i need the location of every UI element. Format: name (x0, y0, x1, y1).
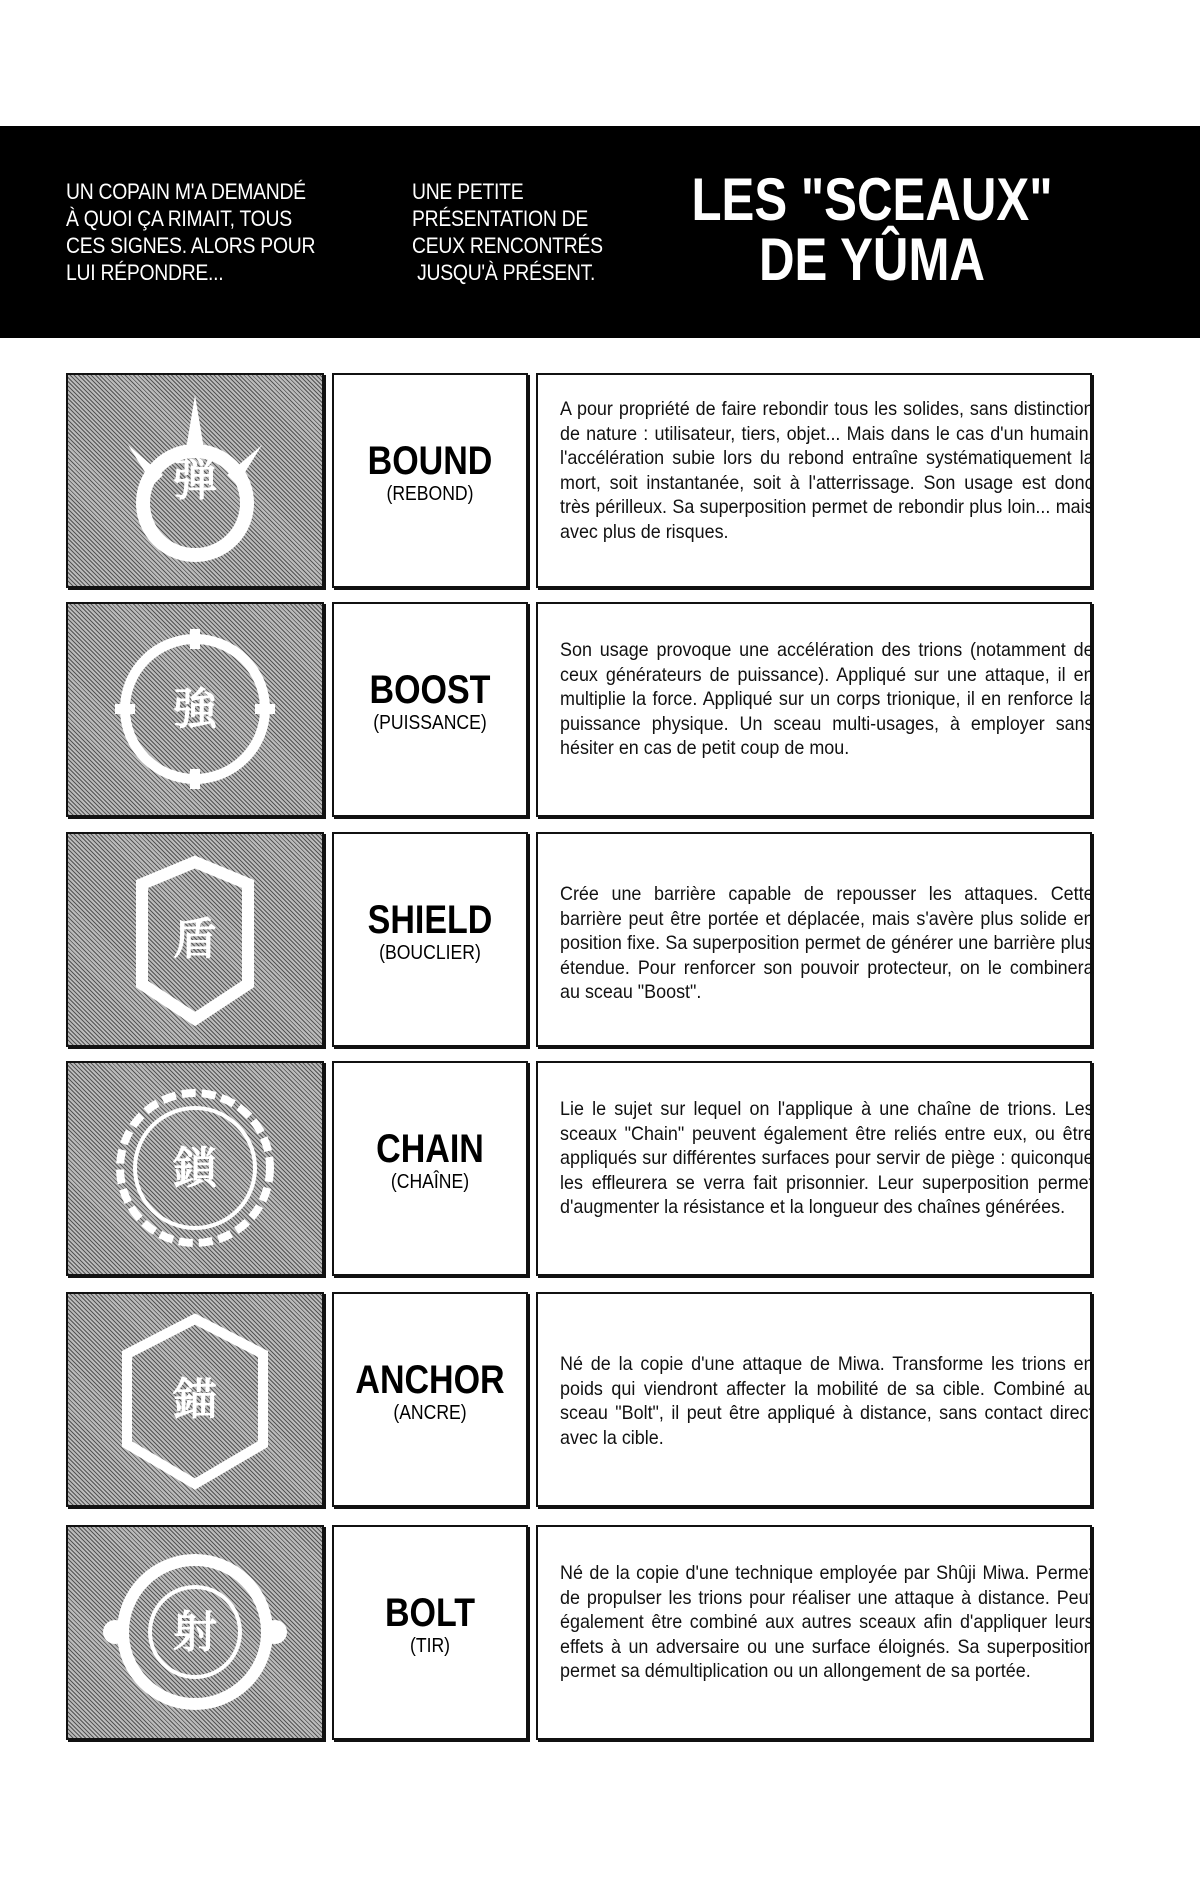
seal-translation: (BOUCLIER) (379, 942, 481, 964)
intro-line: CES SIGNES. ALORS POUR (66, 233, 316, 258)
seal-description-cell (536, 832, 1092, 1047)
seal-description: Son usage provoque une accélération des trions (notamment de ceux générateurs de puissance). Appliqué sur une attaque, il en multiplie la force. Appliqué sur un corps trionique, il en renforce la puissance physique. Un sceau multi-usages, à employer sans hésiter en cas de petit coup de mou. (560, 639, 1094, 760)
seal-kanji: 弾 (173, 455, 217, 506)
shield-seal-icon (66, 832, 324, 1047)
seal-name-cell (332, 373, 528, 588)
intro-line: UNE PETITE (412, 179, 524, 204)
intro-line: JUSQU'À PRÉSENT. (412, 260, 596, 285)
seal-description: Né de la copie d'une attaque de Miwa. Transforme les trions en poids qui viendront affecter la mobilité de sa cible. Combiné au sceau "Bolt", il peut être appliqué à distance, sans contact direct avec la cible. (560, 1353, 1094, 1449)
intro-left (66, 178, 330, 286)
intro-line: PRÉSENTATION DE (412, 206, 589, 231)
title-line: DE YÛMA (758, 226, 985, 293)
bound-seal-icon (66, 373, 324, 588)
seal-name: CHAIN (376, 1127, 484, 1171)
seal-row-bound (66, 373, 1092, 588)
seal-translation: (TIR) (409, 1635, 451, 1657)
seal-description: Crée une barrière capable de repousser les attaques. Cette barrière peut être portée et déplacée, mais s'avère plus solide en position fixe. Sa superposition permet de générer une barrière plus étendue. Pour renforcer son pouvoir protecteur, on le combinera au sceau "Boost". (560, 883, 1094, 1004)
seal-row-anchor (66, 1292, 1092, 1507)
chain-seal-icon (66, 1061, 324, 1276)
seal-description-cell (536, 1525, 1092, 1740)
seal-kanji: 鎖 (173, 1143, 217, 1194)
boost-seal-icon (66, 602, 324, 817)
intro-line: LUI RÉPONDRE... (66, 260, 224, 285)
intro-line: À QUOI ÇA RIMAIT, TOUS (66, 206, 292, 231)
seal-kanji: 強 (173, 684, 217, 735)
seal-description-cell (536, 1061, 1092, 1276)
seal-description: Né de la copie d'une technique employée par Shûji Miwa. Permet de propulser les trions pour réaliser une attaque à distance. Peut également être combiné aux autres sceaux afin d'appliquer leurs effets à un adversaire ou une surface éloignés. Sa superposition permet sa démultiplication ou un allongement de sa portée. (560, 1562, 1094, 1683)
seal-row-bolt (66, 1525, 1092, 1740)
page-title (690, 166, 1054, 293)
seal-name-cell (332, 1525, 528, 1740)
seal-name-cell (332, 832, 528, 1047)
seal-name: ANCHOR (355, 1358, 505, 1402)
seal-name: BOOST (369, 668, 491, 712)
seal-row-shield (66, 832, 1092, 1047)
seal-name: BOLT (384, 1591, 476, 1635)
seal-kanji: 盾 (173, 914, 217, 965)
seal-name-cell (332, 1292, 528, 1507)
title-line: LES "SCEAUX" (691, 166, 1053, 233)
seal-translation: (REBOND) (386, 483, 474, 505)
seal-row-chain (66, 1061, 1092, 1276)
intro-line: UN COPAIN M'A DEMANDÉ (66, 179, 306, 204)
intro-right (412, 178, 623, 286)
bolt-seal-icon (66, 1525, 324, 1740)
seal-description-cell (536, 373, 1092, 588)
seal-row-boost (66, 602, 1092, 817)
seal-translation: (PUISSANCE) (373, 712, 487, 734)
seal-kanji: 錨 (173, 1374, 217, 1425)
seal-translation: (CHAÎNE) (390, 1171, 470, 1193)
intro-line: CEUX RENCONTRÉS (412, 233, 603, 258)
seal-name: BOUND (367, 439, 493, 483)
seal-description-cell (536, 1292, 1092, 1507)
seal-description-cell (536, 602, 1092, 817)
anchor-seal-icon (66, 1292, 324, 1507)
header-band (0, 126, 1200, 338)
seal-name: SHIELD (367, 898, 493, 942)
seal-name-cell (332, 602, 528, 817)
seal-description: Lie le sujet sur lequel on l'applique à une chaîne de trions. Les sceaux "Chain" peuvent également être reliés entre eux, ou être appliqués sur différentes surfaces pour servir de piège : quiconque les effleurera se verra fait prisonnier. Leur superposition permet d'augmenter la résistance et la longueur des chaînes générées. (560, 1098, 1094, 1219)
seal-kanji: 射 (173, 1607, 217, 1658)
seal-name-cell (332, 1061, 528, 1276)
seal-translation: (ANCRE) (393, 1402, 467, 1424)
seal-description: A pour propriété de faire rebondir tous les solides, sans distinction de nature : utilisateur, tiers, objet... Mais dans le cas d'un humain, l'accélération subie lors du rebond entraîne systématiquement la mort, soit instantanée, soit à l'atterrissage. Son usage est donc très périlleux. Sa superposition permet de rebondir plus loin... mais avec plus de risques. (560, 398, 1094, 543)
